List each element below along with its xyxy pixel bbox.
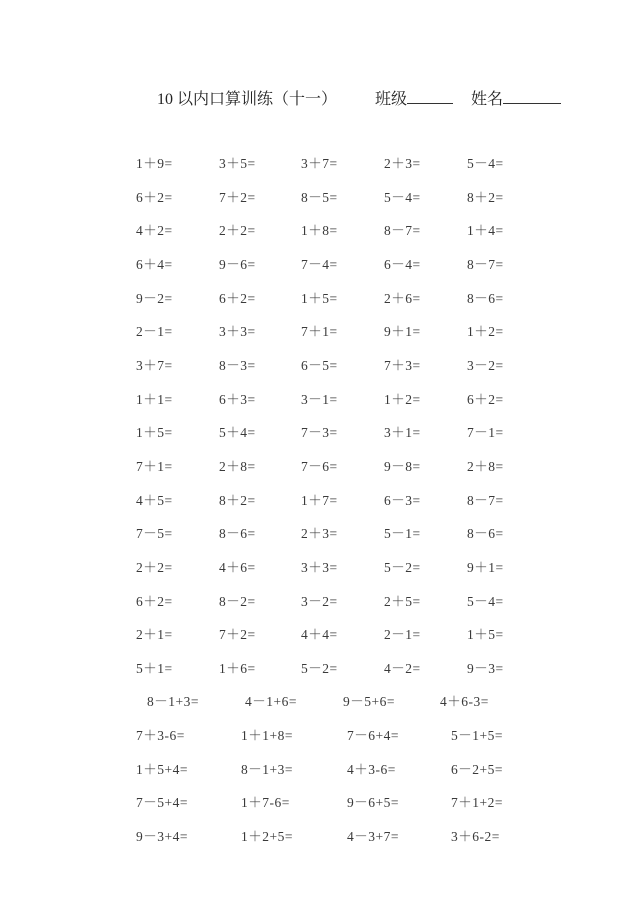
problem-item: 2＋8= <box>219 459 256 474</box>
problem-item: 6＋2= <box>467 392 504 407</box>
problem-item: 3－1= <box>301 392 338 407</box>
problem-item: 2＋6= <box>384 291 421 306</box>
mixed-problem-item: 7＋1+2= <box>451 795 503 810</box>
worksheet-header <box>157 86 561 109</box>
problem-item: 3－2= <box>467 358 504 373</box>
problem-item: 1＋5= <box>467 627 504 642</box>
problem-item: 6－3= <box>384 493 421 508</box>
mixed-problem-item: 8－1+3= <box>241 762 293 777</box>
problem-item: 5－4= <box>384 190 421 205</box>
problem-item: 7＋1= <box>301 324 338 339</box>
problem-item: 4＋2= <box>136 223 173 238</box>
problem-item: 9－2= <box>136 291 173 306</box>
problem-item: 9－8= <box>384 459 421 474</box>
mixed-problem-item: 5－1+5= <box>451 728 503 743</box>
problem-item: 8－6= <box>219 526 256 541</box>
problem-item: 3＋1= <box>384 425 421 440</box>
problem-item: 1＋4= <box>467 223 504 238</box>
problem-item: 4＋5= <box>136 493 173 508</box>
problem-item: 5－4= <box>467 594 504 609</box>
problem-item: 7＋2= <box>219 190 256 205</box>
problem-item: 9＋1= <box>467 560 504 575</box>
problem-item: 8－7= <box>467 257 504 272</box>
problem-item: 2＋3= <box>301 526 338 541</box>
problem-item: 5－2= <box>384 560 421 575</box>
problem-item: 1＋6= <box>219 661 256 676</box>
problem-item: 8＋2= <box>219 493 256 508</box>
problem-item: 3＋3= <box>301 560 338 575</box>
problem-item: 9＋1= <box>384 324 421 339</box>
problem-item: 6＋4= <box>136 257 173 272</box>
problem-item: 5＋1= <box>136 661 173 676</box>
problem-item: 5－1= <box>384 526 421 541</box>
problem-item: 1＋2= <box>467 324 504 339</box>
problem-item: 8－3= <box>219 358 256 373</box>
problem-item: 8－7= <box>384 223 421 238</box>
problem-item: 1＋7= <box>301 493 338 508</box>
problem-item: 7－4= <box>301 257 338 272</box>
mixed-problem-item: 1＋1+8= <box>241 728 293 743</box>
mixed-problem-item: 3＋6-2= <box>451 829 500 844</box>
mixed-problem-item: 9－6+5= <box>347 795 399 810</box>
mixed-problem-item: 7＋3-6= <box>136 728 185 743</box>
problem-item: 2－1= <box>136 324 173 339</box>
worksheet-title: 10 以内口算训练（十一） <box>157 91 338 108</box>
problem-item: 2＋3= <box>384 156 421 171</box>
problem-item: 8－5= <box>301 190 338 205</box>
problem-item: 2＋1= <box>136 627 173 642</box>
problem-item: 1＋5= <box>136 425 173 440</box>
mixed-problem-item: 1＋7-6= <box>241 795 290 810</box>
problem-item: 1＋9= <box>136 156 173 171</box>
problem-item: 8＋2= <box>467 190 504 205</box>
problem-item: 7－5= <box>136 526 173 541</box>
problem-item: 3＋7= <box>136 358 173 373</box>
problem-item: 6＋2= <box>136 594 173 609</box>
problem-item: 1＋8= <box>301 223 338 238</box>
mixed-problem-item: 4＋6-3= <box>440 694 489 709</box>
problem-item: 4＋4= <box>301 627 338 642</box>
class-blank[interactable] <box>407 89 453 104</box>
problem-item: 7－6= <box>301 459 338 474</box>
problem-item: 7－3= <box>301 425 338 440</box>
problem-item: 4＋6= <box>219 560 256 575</box>
problem-item: 8－6= <box>467 291 504 306</box>
problem-item: 5＋4= <box>219 425 256 440</box>
mixed-problem-item: 4－3+7= <box>347 829 399 844</box>
mixed-problem-item: 7－6+4= <box>347 728 399 743</box>
problem-item: 6－4= <box>384 257 421 272</box>
problem-item: 1＋1= <box>136 392 173 407</box>
problem-item: 5－4= <box>467 156 504 171</box>
problem-item: 8－2= <box>219 594 256 609</box>
problem-item: 7＋1= <box>136 459 173 474</box>
mixed-problem-item: 1＋5+4= <box>136 762 188 777</box>
problem-item: 8－6= <box>467 526 504 541</box>
mixed-problem-item: 6－2+5= <box>451 762 503 777</box>
problem-item: 3＋5= <box>219 156 256 171</box>
mixed-problem-item: 9－3+4= <box>136 829 188 844</box>
problem-item: 4－2= <box>384 661 421 676</box>
problem-item: 2＋2= <box>136 560 173 575</box>
problem-item: 6＋3= <box>219 392 256 407</box>
problem-item: 8－7= <box>467 493 504 508</box>
problem-item: 2＋8= <box>467 459 504 474</box>
mixed-problem-item: 1＋2+5= <box>241 829 293 844</box>
name-label: 姓名 <box>471 91 504 108</box>
problem-item: 1＋2= <box>384 392 421 407</box>
problem-item: 7＋3= <box>384 358 421 373</box>
problem-item: 7－1= <box>467 425 504 440</box>
mixed-problem-item: 8－1+3= <box>147 694 199 709</box>
class-label: 班级 <box>375 91 408 108</box>
problem-item: 2＋5= <box>384 594 421 609</box>
problem-item: 6－5= <box>301 358 338 373</box>
problem-item: 7＋2= <box>219 627 256 642</box>
problem-item: 3－2= <box>301 594 338 609</box>
problem-item: 6＋2= <box>136 190 173 205</box>
mixed-problem-item: 4－1+6= <box>245 694 297 709</box>
mixed-problem-item: 9－5+6= <box>343 694 395 709</box>
problem-item: 2－1= <box>384 627 421 642</box>
problem-item: 3＋7= <box>301 156 338 171</box>
problem-item: 5－2= <box>301 661 338 676</box>
name-blank[interactable] <box>503 89 561 104</box>
problem-item: 3＋3= <box>219 324 256 339</box>
problem-item: 1＋5= <box>301 291 338 306</box>
problem-item: 2＋2= <box>219 223 256 238</box>
problem-item: 9－6= <box>219 257 256 272</box>
mixed-problem-item: 7－5+4= <box>136 795 188 810</box>
problem-item: 9－3= <box>467 661 504 676</box>
problem-item: 6＋2= <box>219 291 256 306</box>
mixed-problem-item: 4＋3-6= <box>347 762 396 777</box>
